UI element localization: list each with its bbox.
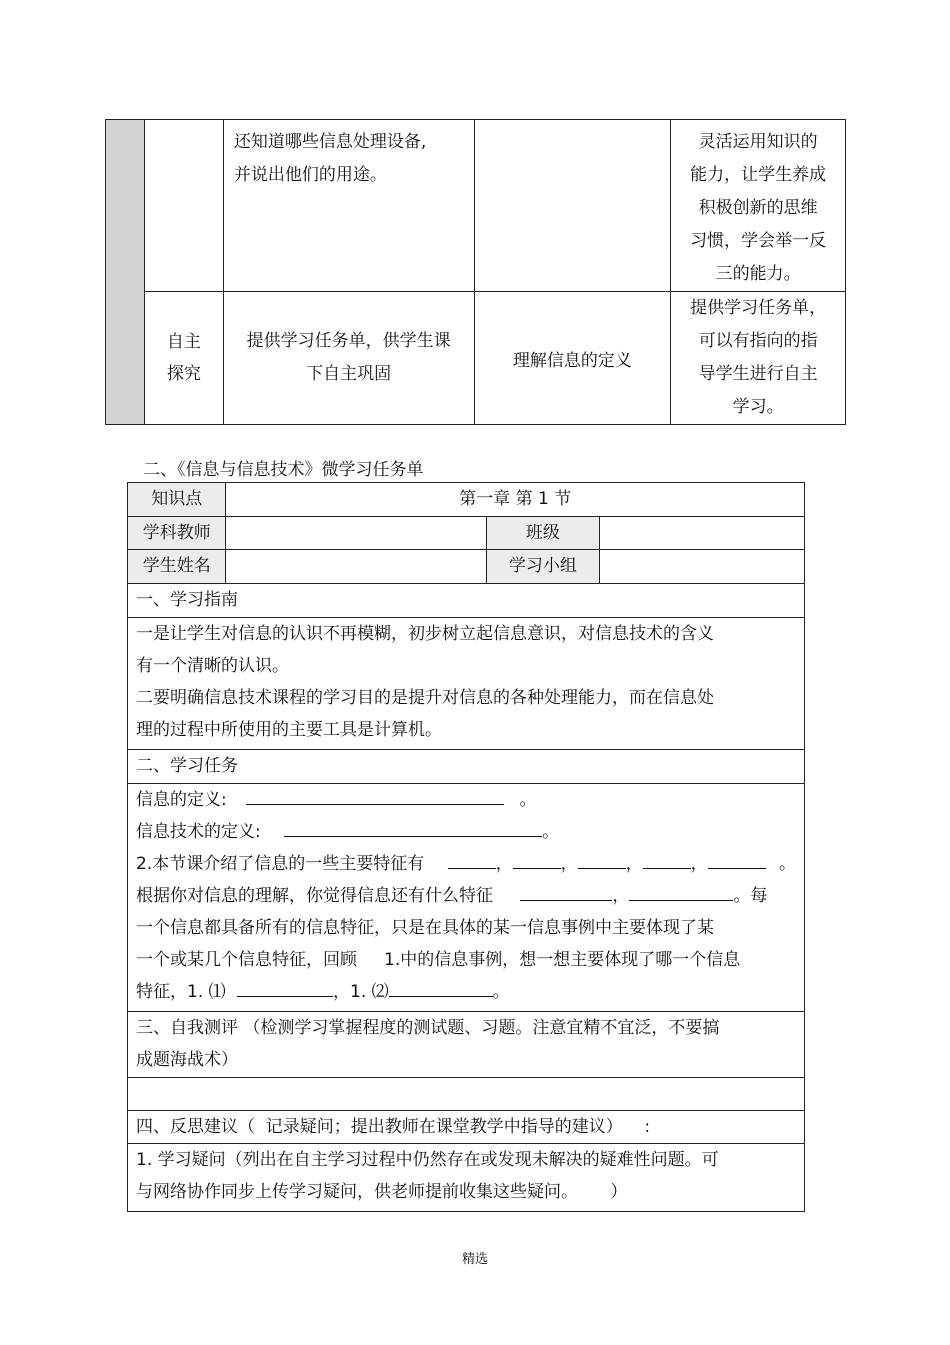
cell-line: 探究 [166,364,201,384]
extra-feature-blank-1[interactable] [520,880,612,901]
activity-cell-empty [144,120,223,292]
punct: ， [625,854,643,874]
guide-heading: 一、学习指南 [128,584,805,618]
reflect-line: 与网络协作同步上传学习疑问，供老师提前收集这些疑问。 ） [136,1182,628,1202]
reflect-content [128,1144,805,1212]
punct: 。 [542,822,560,842]
design-intent-cell [671,120,846,292]
feature-blank-5[interactable] [708,848,766,869]
table-row [128,1111,805,1144]
reflect-heading: 四、反思建议（ 记录疑问；提出教师在课堂教学中指导的建议） : [128,1111,805,1144]
extra-feature-blank-2[interactable] [629,880,733,901]
knowledge-label: 知识点 [128,483,226,517]
reflect-line: 1. 学习疑问（列出在自主学习过程中仍然存在或发现未解决的疑难性问题。可 [136,1150,719,1170]
think-prompt: 根据你对信息的理解，你觉得信息还有什么特征 [136,886,493,906]
teacher-activity-cell [223,292,474,425]
worksheet-title: 二、《信息与信息技术》微学习任务单 [143,460,424,480]
study-group-field[interactable] [600,550,805,584]
example-feature-blank-2[interactable] [389,976,493,997]
cell-line: 三的能力。 [715,264,801,284]
teacher-activity-cell [223,120,474,292]
worksheet-table [127,482,805,1212]
guide-content [128,618,805,750]
teacher-label: 学科教师 [128,517,226,550]
punct: ， [495,854,513,874]
cell-line: 导学生进行自主 [698,364,818,384]
page-footer: 精选 [461,1252,488,1267]
feature-blank-4[interactable] [643,848,691,869]
table-row [128,1144,805,1212]
task-line: 一个或某几个信息特征，回顾 1.中的信息事例，想一想主要体现了哪一个信息 [136,950,741,970]
info-definition-label: 信息的定义: [136,790,227,810]
teacher-field[interactable] [226,517,486,550]
task-content [128,784,805,1012]
punct: ， [560,854,578,874]
table-row [128,618,805,750]
cell-line: 还知道哪些信息处理设备, [233,132,427,152]
cell-line: 灵活运用知识的 [698,132,818,152]
feature-blank-2[interactable] [513,848,561,869]
cell-line: 并说出他们的用途。 [233,165,387,185]
line7-mid: ，1. ⑵ [333,982,389,1002]
cell-line: 自主 [166,332,201,352]
table-row [128,784,805,1012]
tech-definition-label: 信息技术的定义: [136,822,261,842]
student-name-label: 学生姓名 [128,550,226,584]
cell-line: 下自主巩固 [306,364,392,384]
class-field[interactable] [600,517,805,550]
side-gray-cell [106,120,145,425]
cell-line: 学习。 [732,397,784,417]
task-line [136,848,796,880]
punct: 。 [779,854,797,874]
lesson-plan-table [105,119,846,425]
line7-prefix: 特征，1. ⑴ [136,982,226,1002]
cell-line: 积极创新的思维 [698,198,818,218]
self-eval-line: 成题海战术） [136,1050,238,1070]
task-line [136,816,796,848]
guide-line: 有一个清晰的认识。 [136,656,289,676]
task-line [136,880,796,912]
cell-line: 提供学习任务单，供学生课 [246,331,451,351]
punct: 。 [492,982,510,1002]
task-line [136,784,796,816]
example-feature-blank-1[interactable] [237,976,333,997]
features-prompt: 2.本节课介绍了信息的一些主要特征有 [136,854,425,874]
knowledge-value: 第一章 第 1 节 [226,483,805,517]
feature-blank-3[interactable] [578,848,626,869]
feature-blank-1[interactable] [448,848,496,869]
design-intent-cell [671,292,846,425]
task-line [136,976,796,1008]
activity-name-cell [144,292,223,425]
table-row [128,517,805,550]
table-row [106,120,846,292]
table-row [128,750,805,784]
punct: ， [690,854,708,874]
class-label: 班级 [486,517,600,550]
punct: ， [612,886,630,906]
table-row [128,483,805,517]
table-row [106,292,846,425]
self-eval-answer-area[interactable] [128,1078,805,1111]
table-row [128,1012,805,1078]
table-row [128,550,805,584]
punct: 。 [519,790,537,810]
task-line: 一个信息都具备所有的信息特征，只是在具体的某一信息事例中主要体现了某 [136,918,714,938]
cell-line: 能力，让学生养成 [690,165,827,185]
self-eval-heading [128,1012,805,1078]
cell-line: 提供学习任务单， [690,298,827,318]
tech-definition-blank[interactable] [284,816,542,837]
self-eval-line: 三、自我测评 （检测学习掌握程度的测试题、习题。注意宜精不宜泛，不要搞 [136,1018,720,1038]
guide-line: 理的过程中所使用的主要工具是计算机。 [136,720,442,740]
cell-line: 习惯，学会举一反 [690,231,827,251]
task-heading: 二、学习任务 [128,750,805,784]
think-suffix: 。每 [733,886,768,906]
cell-line: 可以有指向的指 [698,331,818,351]
info-definition-blank[interactable] [246,784,504,805]
student-name-field[interactable] [226,550,486,584]
study-group-label: 学习小组 [486,550,600,584]
guide-line: 二要明确信息技术课程的学习目的是提升对信息的各种处理能力，而在信息处 [136,688,714,708]
guide-line: 一是让学生对信息的认识不再模糊，初步树立起信息意识，对信息技术的含义 [136,624,714,644]
table-row [128,584,805,618]
table-row [128,1078,805,1111]
student-activity-cell-empty [474,120,671,292]
student-activity-cell: 理解信息的定义 [474,292,671,425]
